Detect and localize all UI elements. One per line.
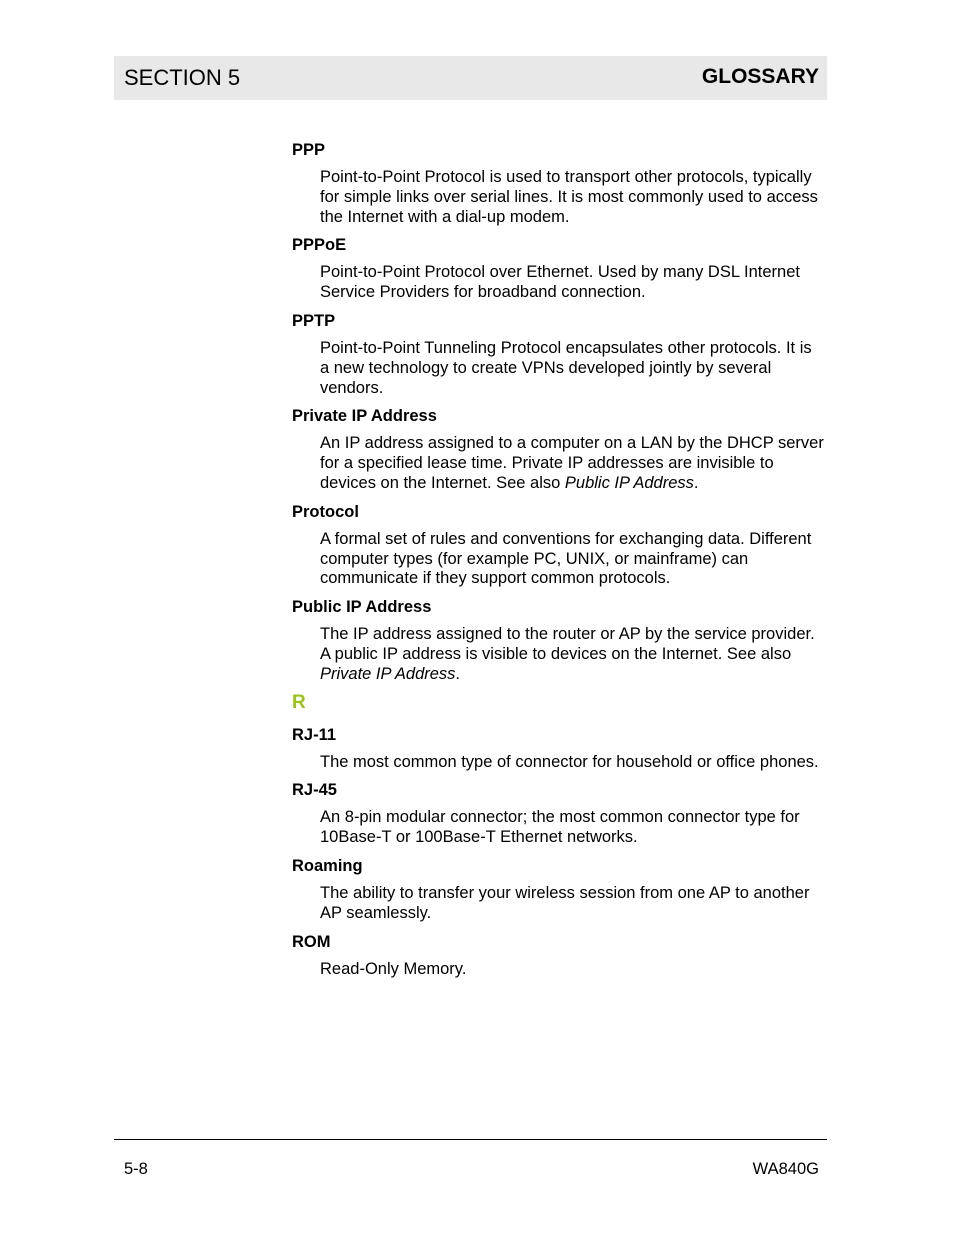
definition-text: The IP address assigned to the router or AP by the service provider. A public IP address is visible to devices on the Internet. See also (320, 625, 815, 663)
glossary-term: Roaming (292, 856, 363, 875)
glossary-term: PPTP (292, 311, 336, 330)
glossary-definition: An 8-pin modular connector; the most common connector type for 10Base-T or 100Base-T Ethernet networks. (320, 808, 800, 847)
glossary-definition: A formal set of rules and conventions for exchanging data. Different computer types (for example PC, UNIX, or mainframe) can communicate if they support common protocols. (320, 529, 812, 588)
glossary-definition: Point-to-Point Protocol is used to transport other protocols, typically for simple links over serial lines. It is most commonly used to access the Internet with a dial-up modem. (320, 168, 818, 226)
glossary-term: Protocol (292, 502, 359, 521)
glossary-term: RJ-11 (292, 725, 337, 744)
definition-tail: . (455, 664, 461, 683)
definition-text: An IP address assigned to a computer on a LAN by the DHCP server for a specified lease time. Private IP addresses are invisible to devices on the Internet. See also (320, 434, 824, 492)
cross-reference: Public IP Address (564, 473, 694, 492)
glossary-definition: The ability to transfer your wireless session from one AP to another AP seamlessly. (320, 883, 810, 922)
footer-divider (114, 1139, 827, 1140)
glossary-definition (320, 625, 825, 684)
glossary-term: Private IP Address (292, 407, 437, 426)
glossary-definition: Point-to-Point Protocol over Ethernet. Used by many DSL Internet Service Providers for broadband connection. (320, 263, 800, 302)
definition-tail: . (693, 473, 699, 492)
glossary-term: ROM (292, 932, 331, 951)
glossary-term: PPP (292, 141, 326, 159)
glossary-definition (320, 434, 825, 493)
section-label: SECTION 5 (124, 65, 241, 90)
glossary-definition: Read-Only Memory. (320, 959, 467, 978)
page-header (114, 56, 827, 100)
page-title: GLOSSARY (701, 65, 819, 88)
glossary-definition: The most common type of connector for household or office phones. (320, 752, 819, 771)
section-letter: R (292, 691, 306, 713)
model-name: WA840G (752, 1160, 819, 1178)
glossary-content (292, 140, 832, 987)
glossary-term: RJ-45 (292, 781, 337, 800)
glossary-definition: Point-to-Point Tunneling Protocol encapsulates other protocols. It is a new technology to create VPNs developed jointly by several vendors. (320, 338, 812, 397)
glossary-term: Public IP Address (292, 598, 432, 617)
page-number: 5-8 (124, 1160, 148, 1178)
cross-reference: Private IP Address (320, 664, 456, 683)
glossary-term: PPPoE (292, 236, 347, 255)
